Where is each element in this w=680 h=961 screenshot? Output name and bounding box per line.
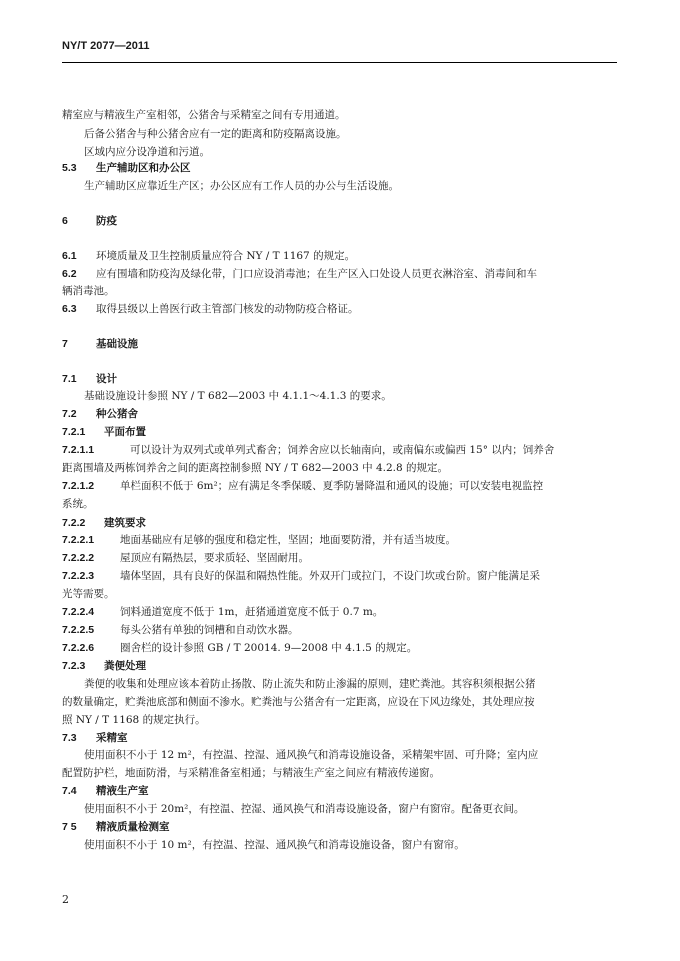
clause-6-3: [62, 302, 359, 316]
section-number: 5.3: [62, 162, 77, 174]
section-title: 采精室: [96, 732, 128, 744]
section-number: 7: [62, 338, 68, 350]
clause-7-2-2-3: [62, 569, 540, 583]
section-heading-7: [62, 337, 138, 351]
clause-number: 6.3: [62, 303, 77, 315]
section-title: 精液生产室: [96, 785, 149, 797]
clause-text: 屋顶应有隔热层，要求质轻、坚固耐用。: [120, 552, 309, 564]
clause-7-2-2-5: [62, 623, 299, 637]
section-heading-6: [62, 214, 117, 228]
clause-text: 每头公猪有单独的饲槽和自动饮水器。: [120, 624, 299, 636]
section-heading-7-2-2: [62, 516, 146, 530]
section-number: 7.1: [62, 373, 77, 385]
section-title: 生产辅助区和办公区: [96, 162, 191, 174]
clause-text: 墙体坚固，具有良好的保温和隔热性能。外双开门或拉门，不设门坎或台阶。窗户能满足采: [120, 570, 540, 582]
clause-number: 7.2.2.4: [62, 606, 95, 618]
section-heading-7-5: [62, 820, 170, 834]
section-title: 种公猪舍: [96, 408, 138, 420]
section-heading-7-2: [62, 407, 138, 421]
body-line: 照 NY / T 1168 的规定执行。: [62, 714, 206, 726]
body-line: 基础设施设计参照 NY / T 682—2003 中 4.1.1～4.1.3 的要求。: [84, 390, 392, 402]
body-line: 使用面积不小于 12 m²，有控温、控湿、通风换气和消毒设施设备，采精架牢固、可升降；室内应: [84, 749, 539, 761]
section-number: 7.2.2: [62, 517, 86, 529]
clause-number: 7.2.1.1: [62, 444, 95, 456]
body-line: 后备公猪舍与种公猪舍应有一定的距离和防疫隔离设施。: [84, 128, 347, 140]
clause-6-2: [62, 267, 537, 281]
section-number: 7 5: [62, 821, 77, 833]
body-line: 光等需要。: [62, 588, 115, 600]
section-heading-7-1: [62, 372, 117, 386]
section-number: 7.2.3: [62, 660, 86, 672]
clause-7-2-1-2: [62, 479, 543, 493]
clause-7-2-2-1: [62, 533, 456, 547]
clause-text: 圈舍栏的设计参照 GB / T 20014. 9—2008 中 4.1.5 的规定。: [120, 642, 418, 654]
clause-7-2-2-2: [62, 551, 309, 565]
section-number: 7.4: [62, 785, 77, 797]
page-number: 2: [62, 893, 69, 906]
body-line: 辆消毒池。: [62, 285, 115, 297]
clause-number: 7.2.2.6: [62, 642, 95, 654]
clause-number: 6.2: [62, 268, 77, 280]
section-title: 设计: [96, 373, 117, 385]
clause-number: 7.2.2.2: [62, 552, 95, 564]
body-line: 精室应与精液生产室相邻，公猪舍与采精室之间有专用通道。: [62, 109, 346, 121]
section-heading-7-2-1: [62, 425, 146, 439]
section-heading-7-3: [62, 731, 128, 745]
clause-7-2-2-6: [62, 641, 417, 655]
body-line: 距离围墙及两栋饲养舍之间的距离控制参照 NY / T 682—2003 中 4.2.8 的规定。: [62, 462, 449, 474]
section-number: 7.3: [62, 732, 77, 744]
section-heading-7-4: [62, 784, 149, 798]
section-heading-5-3: [62, 161, 191, 175]
clause-7-2-2-4: [62, 605, 383, 619]
body-line: 使用面积不小于 10 m²，有控温、控湿、通风换气和消毒设施设备，窗户有窗帘。: [84, 839, 465, 851]
clause-7-2-1-1: [62, 443, 554, 457]
body-line: 使用面积不小于 20m²，有控温、控湿、通风换气和消毒设施设备，窗户有窗帘。配备更衣间。: [84, 803, 525, 815]
body-line: 生产辅助区应靠近生产区；办公区应有工作人员的办公与生活设施。: [84, 180, 399, 192]
section-number: 7.2.1: [62, 426, 86, 438]
clause-number: 7.2.2.5: [62, 624, 95, 636]
clause-number: 7.2.1.2: [62, 480, 95, 492]
section-title: 基础设施: [96, 338, 138, 350]
body-line: 区域内应分设净道和污道。: [84, 146, 210, 158]
section-title: 精液质量检测室: [96, 821, 170, 833]
clause-number: 7.2.2.1: [62, 534, 95, 546]
clause-text: 单栏面积不低于 6m²；应有满足冬季保暖、夏季防暑降温和通风的设施；可以安装电视监控: [120, 480, 544, 492]
clause-text: 地面基础应有足够的强度和稳定性，坚固；地面要防滑，并有适当坡度。: [120, 534, 456, 546]
section-title: 粪便处理: [104, 660, 146, 672]
clause-text: 环境质量及卫生控制质量应符合 NY / T 1167 的规定。: [96, 250, 356, 262]
clause-text: 取得县级以上兽医行政主管部门核发的动物防疫合格证。: [96, 303, 359, 315]
clause-text: 可以设计为双列式或单列式畜舍；饲养舍应以长轴南向，或南偏东或偏西 15° 以内；饲养舍: [130, 444, 555, 456]
section-title: 防疫: [96, 215, 117, 227]
section-number: 7.2: [62, 408, 77, 420]
section-title: 建筑要求: [104, 517, 146, 529]
clause-text: 应有围墙和防疫沟及绿化带，门口应设消毒池；在生产区入口处设人员更衣淋浴室、消毒间和车: [96, 268, 537, 280]
clause-text: 饲料通道宽度不低于 1m，赶猪通道宽度不低于 0.7 m。: [120, 606, 384, 618]
body-line: 粪便的收集和处理应该本着防止扬散、防止流失和防止渗漏的原则，建贮粪池。其容积须根据公猪: [84, 678, 536, 690]
clause-number: 6.1: [62, 250, 77, 262]
section-number: 6: [62, 215, 68, 227]
body-line: 系统。: [62, 498, 94, 510]
clause-6-1: [62, 249, 355, 263]
standard-code-header: NY/T 2077—2011: [62, 40, 150, 52]
header-rule: [62, 62, 617, 63]
section-title: 平面布置: [104, 426, 146, 438]
section-heading-7-2-3: [62, 659, 146, 673]
clause-number: 7.2.2.3: [62, 570, 95, 582]
body-line: 的数量确定，贮粪池底部和侧面不渗水。贮粪池与公猪舍有一定距离，应设在下风边缘处，其处理应按: [62, 696, 535, 708]
body-line: 配置防护栏，地面防滑，与采精准备室相通；与精液生产室之间应有精液传递窗。: [62, 767, 440, 779]
